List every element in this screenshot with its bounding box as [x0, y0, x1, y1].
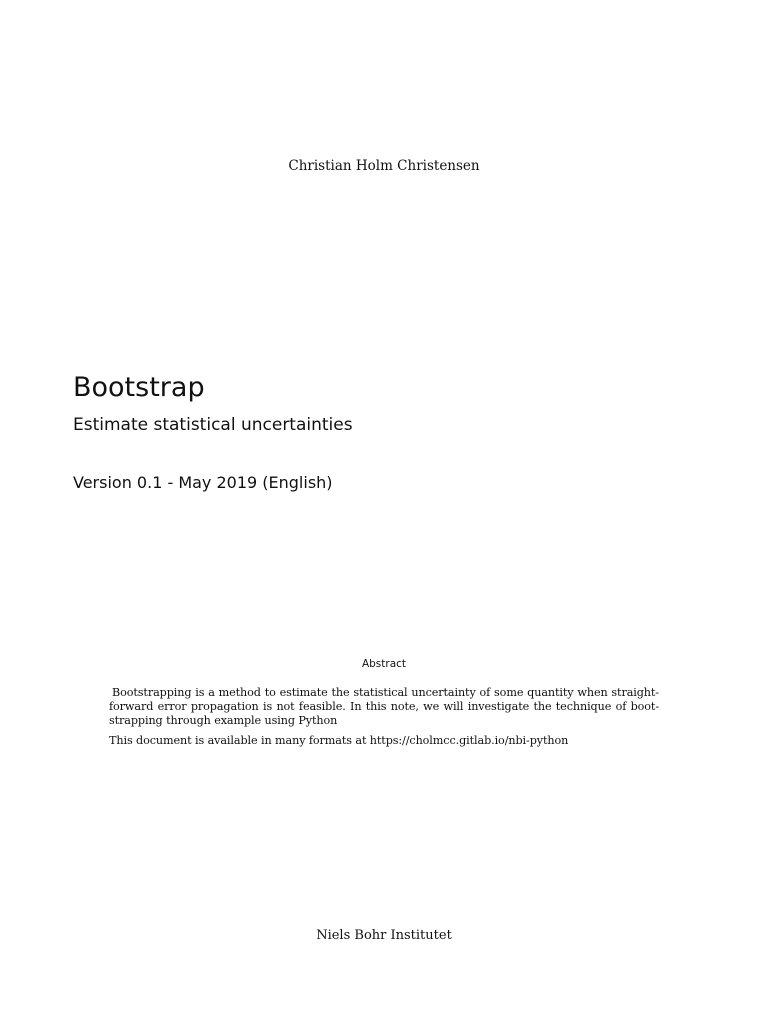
- document-subtitle: Estimate statistical uncertainties: [73, 415, 353, 435]
- document-title: Bootstrap: [73, 372, 205, 403]
- document-version: Version 0.1 - May 2019 (English): [73, 473, 333, 492]
- abstract-heading: Abstract: [361, 658, 407, 670]
- institute-name: Niels Bohr Institutet: [316, 928, 452, 943]
- abstract-body: [109, 686, 659, 754]
- author-name: Christian Holm Christensen: [288, 158, 480, 174]
- abstract-availability-note: This document is available in many formats at https://cholmcc.gitlab.io/nbi-python: [109, 734, 569, 747]
- abstract-paragraph: Bootstrapping is a method to estimate the statistical uncertainty of some quantity when straight-forward error propagation is not feasible. In this note, we will investigate the technique of boot-strapping through example using Python: [109, 686, 659, 727]
